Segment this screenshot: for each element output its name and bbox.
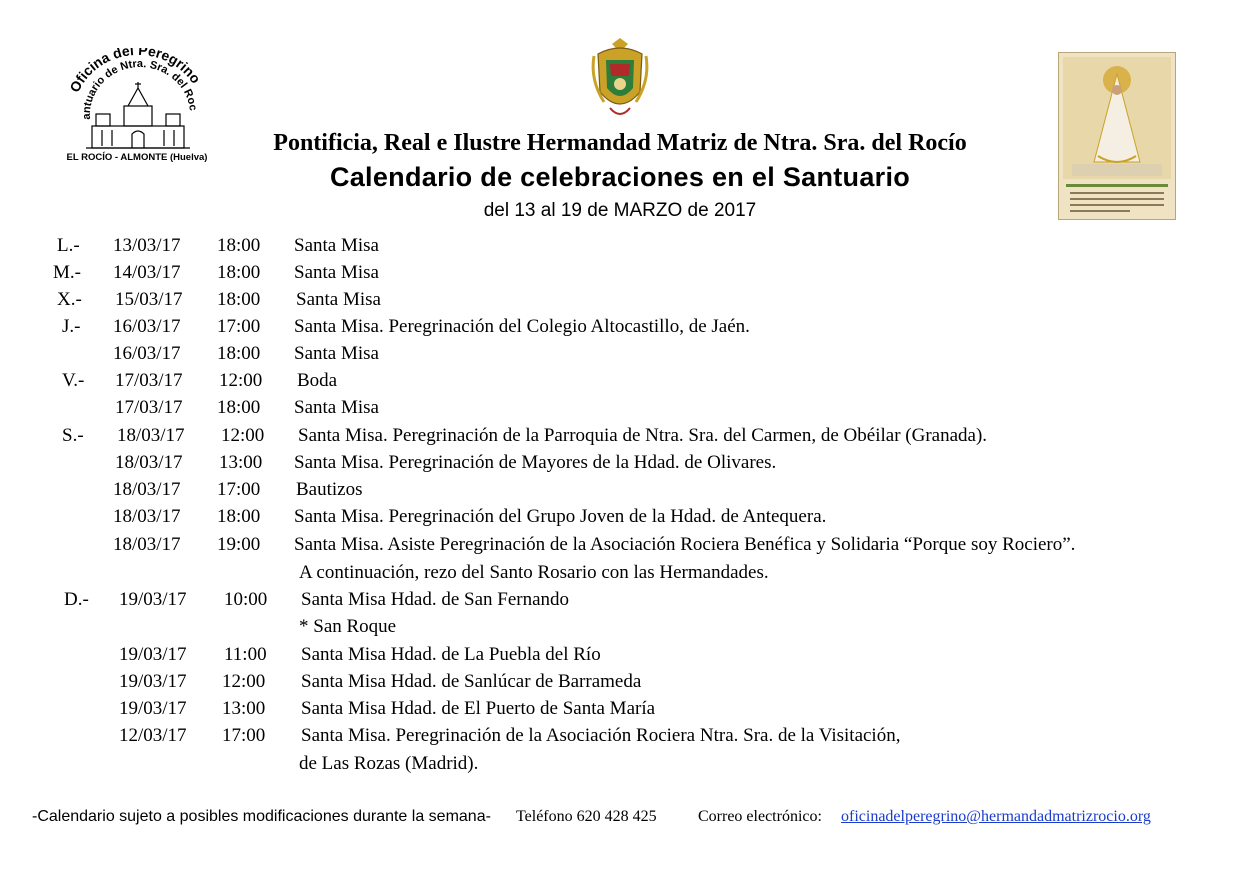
date-cell: 18/03/17 xyxy=(113,534,181,555)
logo-arc-bottom: antuario de Ntra. Sra. del Roc xyxy=(80,58,199,120)
day-label: V.- xyxy=(62,370,85,391)
time-cell: 17:00 xyxy=(222,725,266,746)
date-range: del 13 al 19 de MARZO de 2017 xyxy=(483,200,757,221)
footer-email-label: Correo electrónico: xyxy=(698,808,822,825)
event-cell: de Las Rozas (Madrid). xyxy=(299,753,479,774)
date-cell: 16/03/17 xyxy=(113,343,181,364)
time-cell: 12:00 xyxy=(219,370,263,391)
date-cell: 16/03/17 xyxy=(113,316,181,337)
event-cell: Boda xyxy=(297,370,338,391)
event-cell: Santa Misa. Peregrinación de la Parroquia de Ntra. Sra. del Carmen, de Obéilar (Granada). xyxy=(298,425,988,446)
event-cell: Santa Misa. Peregrinación de Mayores de la Hdad. de Olivares. xyxy=(294,452,777,473)
time-cell: 13:00 xyxy=(219,452,263,473)
hermandad-crest-icon xyxy=(588,36,652,122)
email-link[interactable]: oficinadelperegrino@hermandadmatrizrocio.org xyxy=(841,808,1151,825)
date-cell: 17/03/17 xyxy=(115,370,183,391)
date-cell: 15/03/17 xyxy=(115,289,183,310)
footer-note: -Calendario sujeto a posibles modificaciones durante la semana- xyxy=(32,808,491,825)
logo-arc-top: Oficina del Peregrino xyxy=(66,48,205,95)
page-title: Calendario de celebraciones en el Santuario xyxy=(329,162,911,192)
date-cell: 18/03/17 xyxy=(113,506,181,527)
footer-phone: Teléfono 620 428 425 xyxy=(516,808,657,825)
event-cell: Santa Misa Hdad. de El Puerto de Santa María xyxy=(301,698,656,719)
day-label: J.- xyxy=(62,316,81,337)
event-cell: Santa Misa xyxy=(294,397,379,418)
time-cell: 11:00 xyxy=(224,644,267,665)
logo-caption: EL ROCÍO - ALMONTE (Huelva) xyxy=(66,152,208,163)
date-cell: 12/03/17 xyxy=(119,725,187,746)
event-cell: Santa Misa. Peregrinación del Grupo Joven de la Hdad. de Antequera. xyxy=(294,506,827,527)
time-cell: 18:00 xyxy=(217,262,261,283)
time-cell: 13:00 xyxy=(222,698,266,719)
event-cell: Bautizos xyxy=(296,479,363,500)
time-cell: 18:00 xyxy=(217,235,261,256)
date-cell: 19/03/17 xyxy=(119,644,187,665)
time-cell: 10:00 xyxy=(224,589,268,610)
date-cell: 18/03/17 xyxy=(113,479,181,500)
svg-text:Oficina del Peregrino xyxy=(66,48,204,95)
time-cell: 18:00 xyxy=(217,343,261,364)
event-cell: Santa Misa xyxy=(294,343,379,364)
event-cell: Santa Misa. Peregrinación de la Asociación Rociera Ntra. Sra. de la Visitación, xyxy=(301,725,901,746)
event-cell: A continuación, rezo del Santo Rosario con las Hermandades. xyxy=(299,562,769,583)
time-cell: 19:00 xyxy=(217,534,261,555)
event-cell: Santa Misa xyxy=(294,235,379,256)
event-cell: Santa Misa. Asiste Peregrinación de la Asociación Rociera Benéfica y Solidaria “Porque soy Rociero”. xyxy=(294,534,1076,555)
day-label: D.- xyxy=(64,589,89,610)
date-cell: 18/03/17 xyxy=(117,425,185,446)
time-cell: 18:00 xyxy=(217,506,261,527)
date-cell: 19/03/17 xyxy=(119,698,187,719)
event-cell: Santa Misa xyxy=(296,289,381,310)
day-label: X.- xyxy=(57,289,82,310)
event-cell: Santa Misa Hdad. de San Fernando xyxy=(301,589,570,610)
hermandad-name: Pontificia, Real e Ilustre Hermandad Matriz de Ntra. Sra. del Rocío xyxy=(273,130,967,156)
day-label: M.- xyxy=(53,262,81,283)
date-cell: 14/03/17 xyxy=(113,262,181,283)
date-cell: 13/03/17 xyxy=(113,235,181,256)
time-cell: 12:00 xyxy=(221,425,265,446)
date-cell: 19/03/17 xyxy=(119,589,187,610)
time-cell: 17:00 xyxy=(217,479,261,500)
event-cell: * San Roque xyxy=(299,616,397,637)
date-cell: 19/03/17 xyxy=(119,671,187,692)
event-cell: Santa Misa Hdad. de Sanlúcar de Barrameda xyxy=(301,671,642,692)
day-label: L.- xyxy=(57,235,80,256)
time-cell: 17:00 xyxy=(217,316,261,337)
time-cell: 18:00 xyxy=(217,289,261,310)
time-cell: 18:00 xyxy=(217,397,261,418)
day-label: S.- xyxy=(62,425,84,446)
date-cell: 17/03/17 xyxy=(115,397,183,418)
event-cell: Santa Misa xyxy=(294,262,379,283)
event-cell: Santa Misa. Peregrinación del Colegio Altocastillo, de Jaén. xyxy=(294,316,750,337)
date-cell: 18/03/17 xyxy=(115,452,183,473)
time-cell: 12:00 xyxy=(222,671,266,692)
event-cell: Santa Misa Hdad. de La Puebla del Río xyxy=(301,644,601,665)
